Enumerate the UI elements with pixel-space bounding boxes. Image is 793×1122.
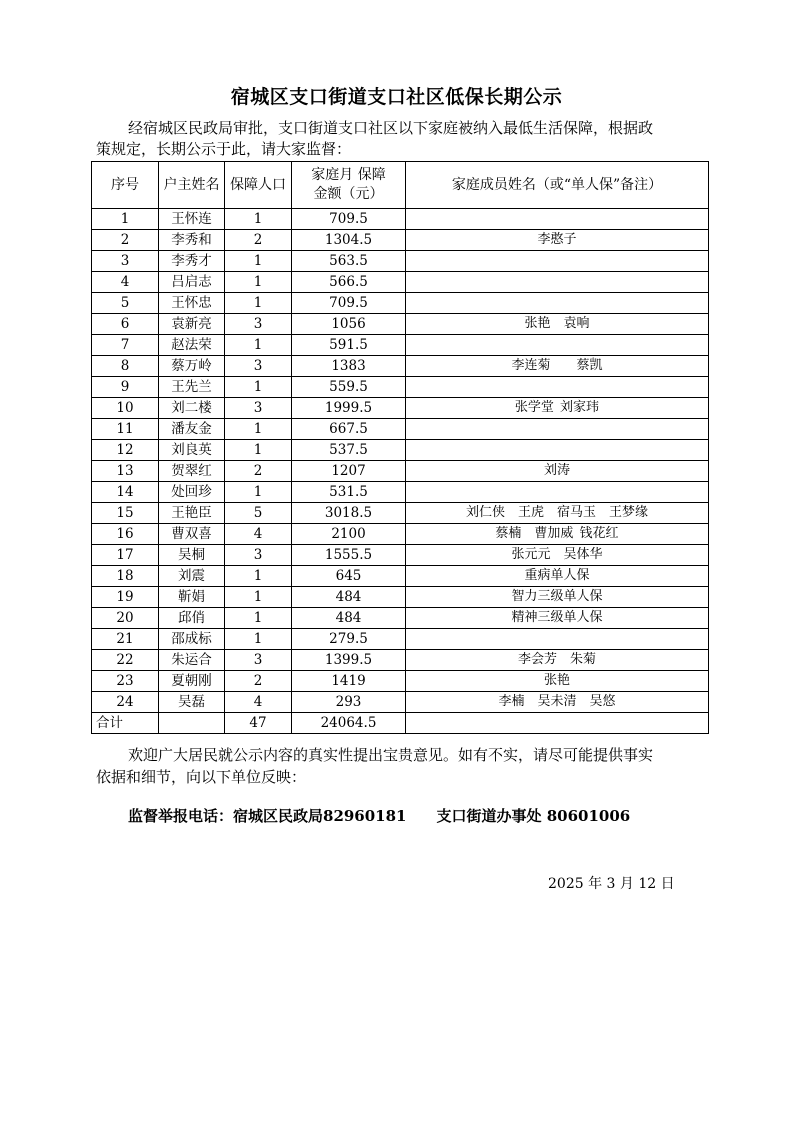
- table-row: [92, 503, 709, 524]
- row-index: 9: [92, 377, 159, 398]
- row-index: 1: [92, 209, 159, 230]
- row-members: [406, 335, 709, 356]
- intro-line-2: 策规定，长期公示于此，请大家监督：: [96, 140, 352, 158]
- table-row: [92, 209, 709, 230]
- row-amount: 484: [292, 608, 406, 629]
- row-amount: 1999.5: [292, 398, 406, 419]
- row-persons: 4: [225, 692, 292, 713]
- row-members: 李连菊 蔡凯: [406, 356, 709, 377]
- row-index: 21: [92, 629, 159, 650]
- row-members: [406, 482, 709, 503]
- row-householder: 刘震: [159, 566, 225, 587]
- row-index: 15: [92, 503, 159, 524]
- row-members: [406, 251, 709, 272]
- row-members: 张艳 袁响: [406, 314, 709, 335]
- total-persons: 47: [225, 713, 292, 734]
- table-row: [92, 545, 709, 566]
- header-householder: 户主姓名: [159, 162, 225, 209]
- row-amount: 1383: [292, 356, 406, 377]
- row-persons: 2: [225, 230, 292, 251]
- row-persons: 1: [225, 629, 292, 650]
- row-index: 18: [92, 566, 159, 587]
- row-persons: 1: [225, 209, 292, 230]
- row-index: 3: [92, 251, 159, 272]
- row-persons: 3: [225, 650, 292, 671]
- row-persons: 2: [225, 671, 292, 692]
- table-row: [92, 419, 709, 440]
- row-index: 24: [92, 692, 159, 713]
- publish-date: 2025 年 3 月 12 日: [548, 876, 675, 892]
- row-persons: 1: [225, 335, 292, 356]
- feedback-line-2: 依据和细节，向以下单位反映：: [96, 768, 307, 786]
- table-row: [92, 440, 709, 461]
- row-amount: 293: [292, 692, 406, 713]
- row-index: 14: [92, 482, 159, 503]
- table-row: [92, 482, 709, 503]
- row-amount: 537.5: [292, 440, 406, 461]
- row-householder: 朱运合: [159, 650, 225, 671]
- row-index: 13: [92, 461, 159, 482]
- table-row: [92, 629, 709, 650]
- header-amount-line-2: 金额（元）: [313, 186, 384, 202]
- row-persons: 1: [225, 251, 292, 272]
- row-householder: 袁新亮: [159, 314, 225, 335]
- row-householder: 曹双喜: [159, 524, 225, 545]
- table-body: [92, 209, 709, 713]
- row-householder: 贺翠红: [159, 461, 225, 482]
- row-index: 11: [92, 419, 159, 440]
- row-amount: 1555.5: [292, 545, 406, 566]
- feedback-paragraph: [96, 744, 706, 788]
- row-amount: 1304.5: [292, 230, 406, 251]
- row-persons: 2: [225, 461, 292, 482]
- row-members: [406, 440, 709, 461]
- total-householder: [159, 713, 225, 734]
- row-householder: 邵成标: [159, 629, 225, 650]
- row-members: [406, 293, 709, 314]
- table-row: [92, 335, 709, 356]
- row-index: 8: [92, 356, 159, 377]
- row-index: 16: [92, 524, 159, 545]
- row-householder: 潘友金: [159, 419, 225, 440]
- row-index: 20: [92, 608, 159, 629]
- row-amount: 3018.5: [292, 503, 406, 524]
- row-members: 李楠 吴未清 吴悠: [406, 692, 709, 713]
- row-householder: 靳娟: [159, 587, 225, 608]
- row-householder: 刘二楼: [159, 398, 225, 419]
- row-amount: 279.5: [292, 629, 406, 650]
- header-persons: 保障人口: [225, 162, 292, 209]
- row-index: 17: [92, 545, 159, 566]
- row-members: 蔡楠 曹加威 钱花红: [406, 524, 709, 545]
- table-row: [92, 587, 709, 608]
- row-householder: 王艳臣: [159, 503, 225, 524]
- row-members: [406, 209, 709, 230]
- row-index: 22: [92, 650, 159, 671]
- table-row: [92, 524, 709, 545]
- row-members: [406, 419, 709, 440]
- row-persons: 3: [225, 398, 292, 419]
- table-row: [92, 377, 709, 398]
- row-index: 19: [92, 587, 159, 608]
- row-persons: 1: [225, 482, 292, 503]
- table-row: [92, 650, 709, 671]
- page-title: 宿城区支口街道支口社区低保长期公示: [230, 86, 563, 108]
- table-row: [92, 461, 709, 482]
- intro-line-1: 经宿城区民政局审批，支口街道支口社区以下家庭被纳入最低生活保障，根据政: [128, 119, 654, 137]
- row-amount: 645: [292, 566, 406, 587]
- table-row: [92, 272, 709, 293]
- intro-paragraph: [96, 118, 706, 160]
- row-members: 刘仁侠 王虎 宿马玉 王梦缘: [406, 503, 709, 524]
- row-members: 李会芳 朱菊: [406, 650, 709, 671]
- table-row: [92, 398, 709, 419]
- row-members: 重病单人保: [406, 566, 709, 587]
- row-persons: 1: [225, 608, 292, 629]
- row-members: 李憨子: [406, 230, 709, 251]
- total-members: [406, 713, 709, 734]
- row-householder: 李秀和: [159, 230, 225, 251]
- row-householder: 邱俏: [159, 608, 225, 629]
- row-index: 6: [92, 314, 159, 335]
- row-amount: 559.5: [292, 377, 406, 398]
- row-members: 刘涛: [406, 461, 709, 482]
- row-index: 7: [92, 335, 159, 356]
- table-row: [92, 671, 709, 692]
- header-members: 家庭成员姓名（或“单人保”备注）: [406, 162, 709, 209]
- row-members: 张元元 吴体华: [406, 545, 709, 566]
- row-amount: 1207: [292, 461, 406, 482]
- row-householder: 王怀忠: [159, 293, 225, 314]
- row-householder: 处回珍: [159, 482, 225, 503]
- table-row: [92, 566, 709, 587]
- row-persons: 3: [225, 314, 292, 335]
- row-members: 张学堂 刘家玮: [406, 398, 709, 419]
- row-householder: 蔡万岭: [159, 356, 225, 377]
- row-index: 12: [92, 440, 159, 461]
- row-householder: 吕启志: [159, 272, 225, 293]
- row-householder: 赵法荣: [159, 335, 225, 356]
- header-index: 序号: [92, 162, 159, 209]
- row-householder: 吴桐: [159, 545, 225, 566]
- row-amount: 531.5: [292, 482, 406, 503]
- table-row: [92, 230, 709, 251]
- table-row: [92, 251, 709, 272]
- row-persons: 1: [225, 272, 292, 293]
- table-row: [92, 356, 709, 377]
- table-row: [92, 293, 709, 314]
- row-members: [406, 377, 709, 398]
- header-amount: [292, 162, 406, 209]
- row-persons: 1: [225, 587, 292, 608]
- row-amount: 1056: [292, 314, 406, 335]
- row-householder: 夏朝刚: [159, 671, 225, 692]
- row-persons: 1: [225, 419, 292, 440]
- row-persons: 3: [225, 356, 292, 377]
- row-persons: 1: [225, 293, 292, 314]
- header-amount-line-1: 家庭月 保障: [311, 167, 386, 183]
- total-amount: 24064.5: [292, 713, 406, 734]
- report-hotline: 监督举报电话：宿城区民政局82960181 支口街道办事处 80601006: [128, 807, 631, 825]
- row-index: 2: [92, 230, 159, 251]
- row-householder: 王怀连: [159, 209, 225, 230]
- row-persons: 3: [225, 545, 292, 566]
- total-label: 合计: [92, 713, 159, 734]
- table-row: [92, 314, 709, 335]
- table-row: [92, 692, 709, 713]
- row-amount: 2100: [292, 524, 406, 545]
- row-householder: 王先兰: [159, 377, 225, 398]
- row-amount: 1399.5: [292, 650, 406, 671]
- row-householder: 吴磊: [159, 692, 225, 713]
- table-row: [92, 608, 709, 629]
- row-amount: 667.5: [292, 419, 406, 440]
- row-persons: 1: [225, 440, 292, 461]
- row-persons: 1: [225, 377, 292, 398]
- row-amount: 1419: [292, 671, 406, 692]
- row-members: [406, 272, 709, 293]
- row-householder: 李秀才: [159, 251, 225, 272]
- row-index: 23: [92, 671, 159, 692]
- row-index: 10: [92, 398, 159, 419]
- row-index: 5: [92, 293, 159, 314]
- row-members: 精神三级单人保: [406, 608, 709, 629]
- row-members: [406, 629, 709, 650]
- row-members: 张艳: [406, 671, 709, 692]
- row-index: 4: [92, 272, 159, 293]
- row-amount: 709.5: [292, 209, 406, 230]
- total-row: [92, 713, 709, 734]
- row-persons: 1: [225, 566, 292, 587]
- table-header-row: [92, 162, 709, 209]
- row-amount: 563.5: [292, 251, 406, 272]
- feedback-line-1: 欢迎广大居民就公示内容的真实性提出宝贵意见。如有不实，请尽可能提供事实: [128, 746, 654, 764]
- row-members: 智力三级单人保: [406, 587, 709, 608]
- row-amount: 709.5: [292, 293, 406, 314]
- subsistence-table: [91, 161, 709, 734]
- row-amount: 484: [292, 587, 406, 608]
- row-persons: 5: [225, 503, 292, 524]
- row-householder: 刘良英: [159, 440, 225, 461]
- row-amount: 566.5: [292, 272, 406, 293]
- row-amount: 591.5: [292, 335, 406, 356]
- row-persons: 4: [225, 524, 292, 545]
